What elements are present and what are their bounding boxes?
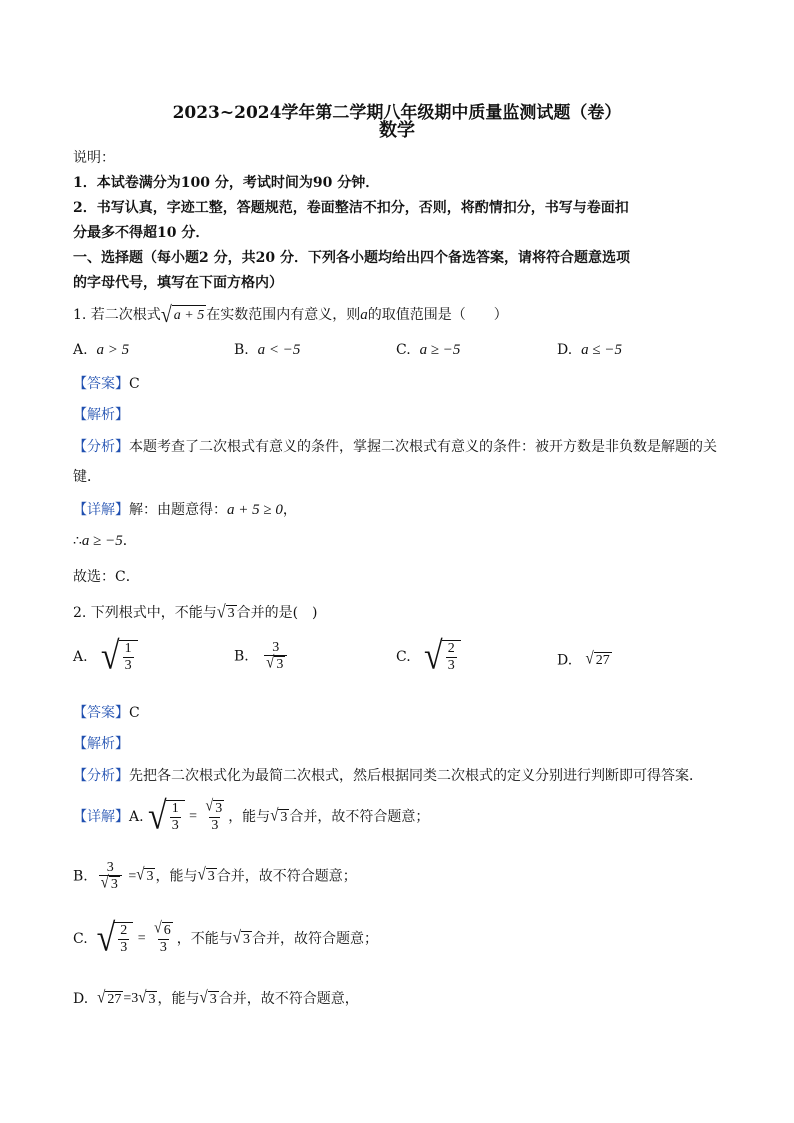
q2-stem-radicand: 3 xyxy=(227,605,235,621)
q2-fenxi-text: 先把各二次根式化为最简二次根式，然后根据同类二次根式的定义分别进行判断即可得答案． xyxy=(129,768,703,784)
q2-dc-den: 3 xyxy=(120,939,128,955)
instruction-2b: 分最多不得超10 分． xyxy=(73,225,210,241)
instruction-1: 1．本试卷满分为100 分，考试时间为90 分钟． xyxy=(73,175,380,191)
q1-suffix: 在实数范围内有意义，则 xyxy=(206,307,361,323)
q1-option-b xyxy=(234,342,300,359)
q2-db-sqrt3: 3 xyxy=(207,869,215,885)
q1-radicand: a + 5 xyxy=(172,305,206,325)
q1-choose: 故选：C． xyxy=(73,569,140,585)
q2-db-eq: = xyxy=(128,868,137,884)
q1-analysis-label: 【解析】 xyxy=(73,407,129,423)
q1-fenxi-tag: 【分析】 xyxy=(73,439,129,455)
q1-tail: 的取值范围是（ ） xyxy=(367,307,508,323)
q2-option-a-label: A. xyxy=(73,649,88,665)
q1-option-a xyxy=(73,342,129,359)
q2-dc-num: 2 xyxy=(120,923,128,939)
q2-da-eq: = xyxy=(189,809,198,824)
instruction-2a: 2．书写认真，字迹工整，答题规范，卷面整洁不扣分，否则，将酌情扣分，书写与卷面扣 xyxy=(73,200,629,216)
q2-stem-a: 2. 下列根式中，不能与 xyxy=(73,605,217,621)
q1-detail xyxy=(73,499,297,519)
q2-option-c: C. √ $\frac{2}{3}$ xyxy=(396,640,461,674)
q2-dc-res-den: 3 xyxy=(159,939,167,955)
q2-c-num: 2 xyxy=(447,641,455,657)
q2-detail-c-label: C. xyxy=(73,931,88,947)
q2-answer-value: C xyxy=(129,705,140,721)
q2-detail-b: B. 3 √ 3 = √ 3 ，能与 √ 3 合并，故不符合题意； xyxy=(73,860,357,893)
q1-detail-expr: a + 5 ≥ 0 xyxy=(227,502,283,518)
q1-radical: √ a + 5 xyxy=(160,302,205,328)
q2-db-text-a: ，能与 xyxy=(155,868,198,885)
q2-dd-radicand: 27 xyxy=(107,991,122,1007)
q2-fenxi-tag: 【分析】 xyxy=(73,768,129,784)
q2-analysis-label: 【解析】 xyxy=(73,736,129,752)
section-heading-a: 一、选择题（每小题2 分，共20 分．下列各小题均给出四个备选答案，请将符合题意选项 xyxy=(73,250,630,266)
q2-detail-d: D. √ 27 =3 √ 3 ，能与 √ 3 合并，故不符合题意， xyxy=(73,988,359,1007)
q1-answer xyxy=(73,373,140,393)
q1-var: a xyxy=(360,307,368,323)
instructions-heading: 说明： xyxy=(73,150,115,166)
q2-da-den: 3 xyxy=(171,817,179,833)
q2-b-num: 3 xyxy=(272,640,280,655)
q1-therefore-sign: ∴ xyxy=(73,533,82,549)
subject-title: 数学 xyxy=(379,120,415,141)
q2-detail-b-label: B. xyxy=(73,868,88,885)
q1-option-c-expr: a ≥ −5 xyxy=(419,342,461,358)
q1-detail-text: 解：由题意得： xyxy=(129,502,227,518)
q2-answer-tag: 【答案】 xyxy=(73,705,129,721)
q1-fenxi-text: 本题考查了二次根式有意义的条件，掌握二次根式有意义的条件：被开方数是非负数是解题的关 xyxy=(129,439,717,455)
q2-dc-text-a: ，不能与 xyxy=(176,931,233,947)
q2-dc-sqrt3: 3 xyxy=(242,931,250,947)
q1-detail-tag: 【详解】 xyxy=(73,502,129,518)
q1-prefix: 1. 若二次根式 xyxy=(73,307,161,323)
q1-therefore-expr: a ≥ −5 xyxy=(81,533,123,549)
q2-dd-res: 3 xyxy=(148,991,156,1007)
q1-therefore-end: ． xyxy=(122,533,137,549)
q2-d-radicand: 27 xyxy=(595,653,610,668)
q2-detail-a-label: A. xyxy=(129,809,144,825)
q2-detail-a: 【详解】A. √ $\frac{1}{3}$ = √ 3 3 ，能与 √ 3 合并，故不符合题意； xyxy=(73,795,430,838)
q2-dd-sqrt3: 3 xyxy=(209,991,217,1007)
q2-db-text-b: 合并，故不符合题意； xyxy=(216,868,357,885)
q2-option-d-label: D. xyxy=(557,652,573,669)
q2-da-res-den: 3 xyxy=(211,817,219,833)
q1-option-b-label: B. xyxy=(234,342,249,358)
q2-option-c-label: C. xyxy=(396,649,411,665)
q2-da-text-b: 合并，故不符合题意； xyxy=(289,809,430,825)
q2-detail-tag: 【详解】 xyxy=(73,809,129,825)
q1-detail-end: ， xyxy=(282,502,297,518)
q1-option-a-label: A. xyxy=(73,342,88,358)
q2-da-res-num: 3 xyxy=(215,801,223,817)
q2-option-b-label: B. xyxy=(234,648,249,665)
q2-detail-d-label: D. xyxy=(73,991,89,1007)
q2-da-num: 1 xyxy=(171,801,179,817)
q1-option-a-expr: a > 5 xyxy=(96,342,130,358)
q1-analysis-tag xyxy=(73,404,129,424)
q1-answer-tag: 【答案】 xyxy=(73,376,129,392)
q1-therefore xyxy=(73,530,137,550)
q2-answer xyxy=(73,702,140,722)
q2-dd-text-a: ，能与 xyxy=(157,991,200,1007)
q1-fenxi-cont: 键． xyxy=(73,469,101,485)
q2-option-a: A. √ $\frac{1}{3}$ xyxy=(73,640,138,674)
q2-dd-eq: =3 xyxy=(123,991,139,1006)
q2-dc-text-b: 合并，故符合题意； xyxy=(251,931,378,947)
q1-fenxi xyxy=(73,436,717,456)
section-heading-b: 的字母代号，填写在下面方格内） xyxy=(73,275,283,291)
q1-option-d xyxy=(557,342,622,359)
q2-dd-text-b: 合并，故不符合题意， xyxy=(218,991,359,1007)
q2-fenxi xyxy=(73,765,703,785)
q2-detail-c: C. √ $\frac{2}{3}$ = √ 6 3 ，不能与 √ 3 合并，故符合题意； xyxy=(73,917,378,960)
q1-option-b-expr: a < −5 xyxy=(257,342,301,358)
q1-option-d-label: D. xyxy=(557,342,573,358)
q1-answer-value: C xyxy=(129,376,140,392)
q2-da-sqrt3: 3 xyxy=(280,809,288,825)
q1-option-d-expr: a ≤ −5 xyxy=(581,342,622,358)
q2-db-res: 3 xyxy=(146,869,154,885)
q2-a-den: 3 xyxy=(124,657,132,673)
q2-c-den: 3 xyxy=(447,657,455,673)
q2-dc-res-num: 6 xyxy=(163,923,171,939)
question-2-stem: 2. 下列根式中，不能与 √ 3 合并的是( ) xyxy=(73,602,318,622)
q2-analysis-tag xyxy=(73,733,129,753)
q2-db-num: 3 xyxy=(106,860,114,875)
q1-option-c xyxy=(396,342,460,359)
q2-a-num: 1 xyxy=(124,641,132,657)
question-1-stem xyxy=(73,302,508,328)
q2-stem-b: 合并的是( ) xyxy=(236,605,318,621)
q2-option-b: B. 3 √ 3 xyxy=(234,640,289,673)
q1-option-c-label: C. xyxy=(396,342,411,358)
q2-dc-eq: = xyxy=(137,931,146,946)
page-title: 2023~2024学年第二学期八年级期中质量监测试题（卷） xyxy=(172,103,622,123)
q2-b-den: 3 xyxy=(276,657,284,673)
q2-da-text-a: ，能与 xyxy=(228,809,271,825)
q2-db-den: 3 xyxy=(110,877,118,893)
q2-option-d: D. √ 27 xyxy=(557,649,610,669)
